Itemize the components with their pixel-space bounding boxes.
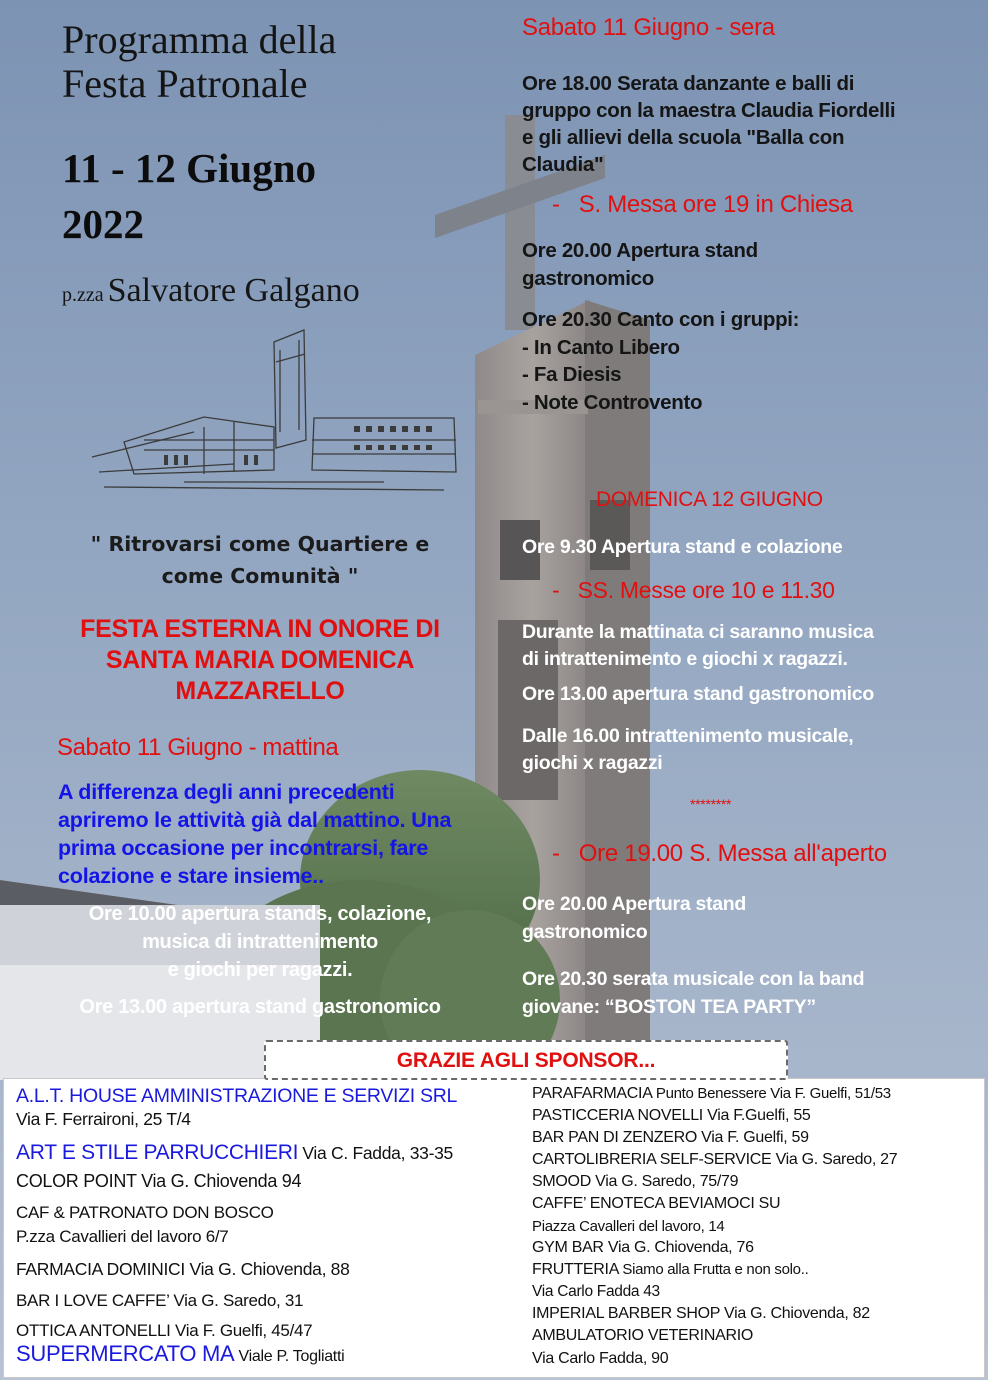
sponsor-right-6 bbox=[532, 1195, 780, 1213]
item-line-1: Ore 10.00 apertura stands, colazione, bbox=[88, 903, 432, 925]
saturday-evening-heading: Sabato 11 Giugno - sera bbox=[522, 14, 775, 41]
separator-stars: ******** bbox=[690, 796, 732, 812]
sponsor-address: Via G. Chiovenda, 82 bbox=[724, 1305, 870, 1322]
item-line-1: Ore 20.30 Canto con i gruppi: bbox=[522, 308, 800, 331]
sponsor-right-9 bbox=[532, 1261, 808, 1279]
sunday-item-6 bbox=[522, 965, 942, 1021]
sponsor-address: Via G. Chiovenda, 76 bbox=[607, 1239, 754, 1256]
sunday-item-4 bbox=[522, 723, 942, 777]
sponsor-right-3 bbox=[532, 1129, 809, 1147]
sponsor-address: Via G. Saredo, 27 bbox=[775, 1151, 898, 1168]
sponsor-address: Via F. Guelfi, 45/47 bbox=[174, 1321, 313, 1340]
sponsor-left-9 bbox=[16, 1321, 312, 1341]
motto-line-1: " Ritrovarsi come Quartiere e bbox=[90, 532, 430, 556]
sponsor-name: FARMACIA DOMINICI bbox=[16, 1259, 185, 1279]
item-line-4: Claudia" bbox=[522, 153, 604, 176]
place-abbreviation: p.zza bbox=[62, 284, 104, 306]
item-line-1: Durante la mattinata ci saranno musica bbox=[522, 621, 874, 643]
event-dates bbox=[62, 140, 482, 252]
saturday-evening-item-2 bbox=[522, 237, 942, 293]
sponsor-name: BAR I LOVE CAFFE’ bbox=[16, 1291, 169, 1310]
item-line-1: Ore 20.30 serata musicale con la band bbox=[522, 968, 865, 990]
sponsor-right-4 bbox=[532, 1151, 897, 1169]
item-line-1: Ore 18.00 Serata danzante e balli di bbox=[522, 72, 855, 95]
dates-line-1: 11 - 12 Giugno bbox=[62, 145, 317, 191]
sponsor-address: Via F. Guelfi, 59 bbox=[701, 1129, 809, 1146]
item-line-1: Ore 20.00 Apertura stand bbox=[522, 239, 758, 262]
saturday-evening-mass: - S. Messa ore 19 in Chiesa bbox=[552, 191, 853, 218]
sponsor-left-4 bbox=[16, 1171, 301, 1192]
title-line-1: Programma della bbox=[62, 17, 337, 62]
festa-heading bbox=[40, 614, 480, 707]
sponsor-name: GYM BAR bbox=[532, 1239, 604, 1256]
sponsor-right-8 bbox=[532, 1239, 754, 1257]
item-line-3: e gli allievi della scuola "Balla con bbox=[522, 126, 845, 149]
sponsor-right-12 bbox=[532, 1327, 753, 1345]
sponsor-right-10 bbox=[532, 1283, 660, 1301]
sponsor-name: Via Carlo Fadda 43 bbox=[532, 1283, 660, 1300]
sponsor-right-1 bbox=[532, 1085, 891, 1103]
festa-line-3: MAZZARELLO bbox=[175, 677, 345, 705]
sponsor-name: CAFFE’ ENOTECA BEVIAMOCI SU bbox=[532, 1195, 781, 1212]
sponsor-left-6 bbox=[16, 1227, 228, 1247]
sunday-mass-1: - SS. Messe ore 10 e 11.30 bbox=[552, 577, 835, 603]
sponsor-name: Via F. Ferraironi, 25 T/4 bbox=[16, 1109, 191, 1129]
sunday-mass-2: - Ore 19.00 S. Messa all'aperto bbox=[552, 840, 887, 867]
place-name: Salvatore Galgano bbox=[107, 272, 360, 309]
saturday-morning-item-1 bbox=[40, 900, 480, 984]
sponsor-list-box bbox=[3, 1078, 985, 1378]
intro-line-1: A differenza degli anni precedenti bbox=[58, 780, 395, 804]
sponsor-right-13 bbox=[532, 1350, 668, 1368]
sunday-item-2 bbox=[522, 619, 942, 673]
sponsor-left-5 bbox=[16, 1203, 274, 1223]
saturday-morning-intro bbox=[58, 778, 478, 890]
sponsors-banner bbox=[264, 1040, 788, 1080]
intro-line-4: colazione e stare insieme.. bbox=[58, 864, 324, 888]
saturday-morning-heading: Sabato 11 Giugno - mattina bbox=[57, 734, 339, 761]
sponsor-name: Piazza Cavalleri del lavoro, 14 bbox=[532, 1218, 725, 1235]
intro-line-3: prima occasione per incontrarsi, fare bbox=[58, 836, 429, 860]
sunday-item-5 bbox=[522, 890, 942, 946]
sponsor-left-2 bbox=[16, 1109, 191, 1130]
title-line-2: Festa Patronale bbox=[62, 61, 308, 106]
sponsor-right-11 bbox=[532, 1305, 870, 1323]
church-sketch-illustration bbox=[84, 322, 464, 494]
sponsor-name: SMOOD bbox=[532, 1173, 591, 1190]
sponsor-name: FRUTTERIA bbox=[532, 1261, 619, 1278]
sponsor-name: CAF & PATRONATO DON BOSCO bbox=[16, 1203, 274, 1222]
sponsor-address: Via G. Saredo, 75/79 bbox=[595, 1173, 739, 1190]
sponsors-title: GRAZIE AGLI SPONSOR... bbox=[396, 1049, 656, 1072]
sponsor-address: Via F.Guelfi, 55 bbox=[707, 1107, 811, 1124]
sponsor-left-10 bbox=[16, 1341, 344, 1367]
sponsor-left-8 bbox=[16, 1291, 303, 1311]
item-line-2: giochi x ragazzi bbox=[522, 752, 663, 774]
sponsor-name: IMPERIAL BARBER SHOP bbox=[532, 1305, 720, 1322]
sunday-item-1: Ore 9.30 Apertura stand e colazione bbox=[522, 536, 843, 558]
saturday-morning-item-2: Ore 13.00 apertura stand gastronomico bbox=[79, 996, 441, 1018]
item-line-2: giovane: “BOSTON TEA PARTY” bbox=[522, 996, 816, 1018]
intro-line-2: apriremo le attività già dal mattino. Una bbox=[58, 808, 452, 832]
sponsor-address: Viale P. Togliatti bbox=[238, 1348, 345, 1365]
sponsor-name: BAR PAN DI ZENZERO bbox=[532, 1129, 697, 1146]
sponsor-address: Via G. Saredo, 31 bbox=[173, 1291, 304, 1310]
sponsor-name: Via Carlo Fadda, 90 bbox=[532, 1350, 669, 1367]
sponsor-name: ART E STILE PARRUCCHIERI bbox=[16, 1141, 299, 1164]
motto-line-2: come Comunità " bbox=[161, 564, 359, 588]
item-line-2: gastronomico bbox=[522, 921, 648, 943]
festa-line-2: SANTA MARIA DOMENICA bbox=[105, 646, 415, 674]
saturday-evening-item-3 bbox=[522, 306, 942, 416]
item-line-2: - In Canto Libero bbox=[522, 335, 680, 359]
sponsor-name: OTTICA ANTONELLI bbox=[16, 1321, 171, 1340]
sponsor-left-3 bbox=[16, 1141, 453, 1165]
item-line-1: Ore 20.00 Apertura stand bbox=[522, 893, 747, 915]
sunday-heading: DOMENICA 12 GIUGNO bbox=[596, 488, 823, 511]
event-motto bbox=[40, 528, 480, 592]
item-line-1: Dalle 16.00 intrattenimento musicale, bbox=[522, 725, 854, 747]
sponsor-left-7 bbox=[16, 1259, 350, 1280]
sponsor-address: Via G. Chiovenda, 88 bbox=[189, 1259, 350, 1279]
sponsor-name: CARTOLIBRERIA SELF-SERVICE bbox=[532, 1151, 772, 1168]
sponsor-right-7 bbox=[532, 1218, 724, 1235]
sponsor-name: AMBULATORIO VETERINARIO bbox=[532, 1327, 753, 1344]
sponsor-right-5 bbox=[532, 1173, 738, 1191]
item-line-2: gruppo con la maestra Claudia Fiordelli bbox=[522, 99, 896, 122]
sponsor-left-1 bbox=[16, 1085, 457, 1108]
item-line-3: - Fa Diesis bbox=[522, 363, 622, 386]
event-place bbox=[62, 272, 360, 310]
item-line-2: di intrattenimento e giochi x ragazzi. bbox=[522, 648, 848, 670]
sponsor-right-2 bbox=[532, 1107, 811, 1125]
festa-line-1: FESTA ESTERNA IN ONORE DI bbox=[80, 615, 440, 643]
saturday-evening-item-1 bbox=[522, 70, 942, 178]
sponsor-name: SUPERMERCATO MA bbox=[16, 1341, 235, 1366]
dates-line-2: 2022 bbox=[62, 201, 144, 247]
sponsor-address: Punto Benessere Via F. Guelfi, 51/53 bbox=[655, 1085, 891, 1102]
item-line-2: gastronomico bbox=[522, 267, 654, 290]
item-line-3: e giochi per ragazzi. bbox=[167, 959, 353, 981]
item-line-2: musica di intrattenimento bbox=[142, 931, 378, 953]
page-title bbox=[62, 18, 482, 106]
sunday-item-3: Ore 13.00 apertura stand gastronomico bbox=[522, 683, 874, 705]
sponsor-name: P.zza Cavallieri del lavoro 6/7 bbox=[16, 1227, 229, 1246]
item-line-4: - Note Controvento bbox=[522, 390, 703, 414]
sponsor-name: PARAFARMACIA bbox=[532, 1085, 652, 1102]
sponsor-address: Via C. Fadda, 33-35 bbox=[302, 1143, 453, 1163]
sponsor-name: A.L.T. HOUSE AMMINISTRAZIONE E SERVIZI SRL bbox=[16, 1085, 458, 1107]
sponsor-name: PASTICCERIA NOVELLI bbox=[532, 1107, 703, 1124]
sponsor-address: Siamo alla Frutta e non solo.. bbox=[622, 1261, 809, 1278]
sponsor-name: COLOR POINT Via G. Chiovenda 94 bbox=[16, 1171, 302, 1191]
